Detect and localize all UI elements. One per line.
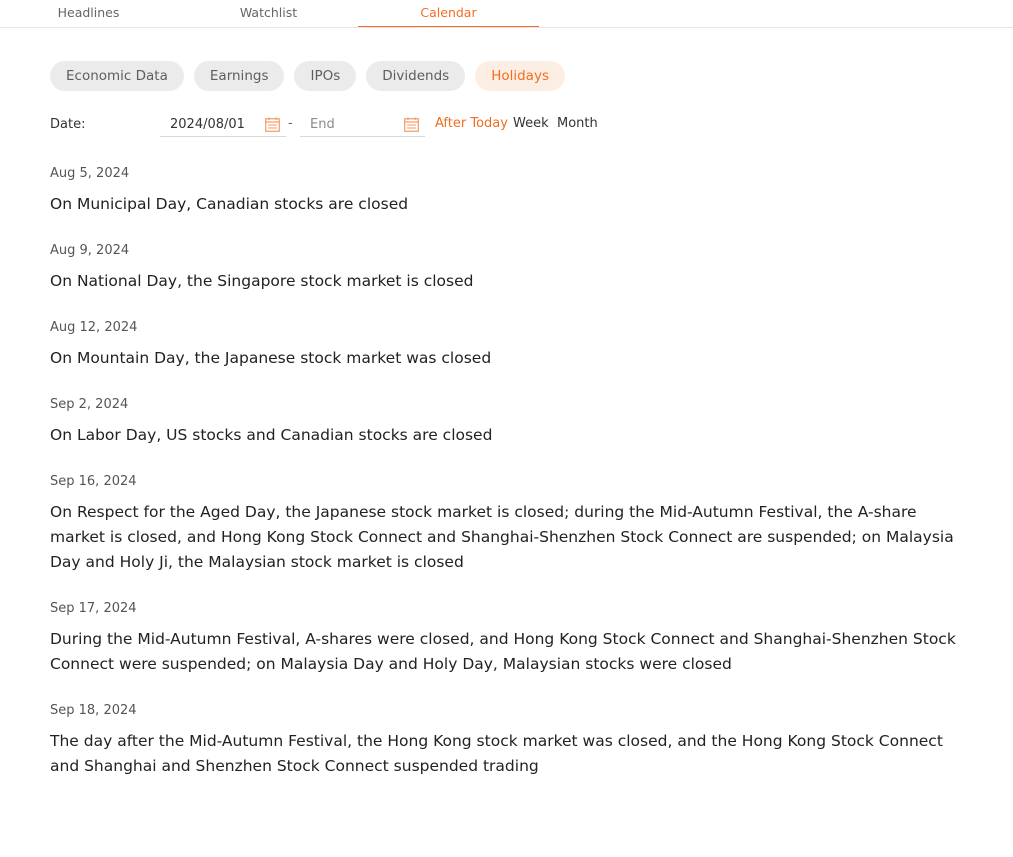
holiday-item [50,601,970,677]
holiday-date: Aug 12, 2024 [50,320,138,335]
tab-calendar[interactable]: Calendar [358,0,539,27]
holiday-description: On Mountain Day, the Japanese stock market was closed [50,349,492,367]
pill-holidays[interactable]: Holidays [475,61,565,91]
holiday-description: On National Day, the Singapore stock market is closed [50,272,474,290]
calendar-category-pills [50,61,565,91]
end-date-input[interactable] [310,114,398,134]
pill-ipos[interactable]: IPOs [294,61,356,91]
holiday-description: During the Mid-Autumn Festival, A-shares were closed, and Hong Kong Stock Connect and Shanghai-Shenzhen Stock Connect were suspended; on Malaysia Day and Holy Day, Malaysian stocks were closed [50,630,956,673]
holiday-date: Sep 2, 2024 [50,397,129,412]
holiday-description: On Municipal Day, Canadian stocks are closed [50,195,409,213]
top-tabs [0,0,1013,28]
range-after-today[interactable]: After Today [435,116,508,131]
pill-economic-data[interactable]: Economic Data [50,61,184,91]
tab-watchlist[interactable]: Watchlist [239,5,298,20]
holiday-list [50,166,970,805]
holiday-date: Aug 5, 2024 [50,166,130,181]
tab-headlines[interactable]: Headlines [57,5,120,20]
range-week[interactable]: Week [513,116,549,131]
holiday-item [50,243,970,294]
date-label: Date: [50,117,86,132]
pill-dividends[interactable]: Dividends [366,61,465,91]
date-range-separator: - [288,116,293,131]
holiday-date: Aug 9, 2024 [50,243,130,258]
start-date-field[interactable] [160,112,286,137]
calendar-icon[interactable] [404,117,419,132]
calendar-icon[interactable] [265,117,280,132]
holiday-description: On Respect for the Aged Day, the Japanese stock market is closed; during the Mid-Autumn Festival, the A-share market is closed, and Hong Kong Stock Connect and Shanghai-Shenzhen Stock Connect are suspended; on Malaysia Day and Holy Ji, the Malaysian stock market is closed [50,503,954,571]
pill-earnings[interactable]: Earnings [194,61,285,91]
holiday-item [50,703,970,779]
holiday-item [50,397,970,448]
holiday-item [50,320,970,371]
holiday-description: The day after the Mid-Autumn Festival, the Hong Kong stock market was closed, and the Hong Kong Stock Connect and Shanghai and Shenzhen Stock Connect suspended trading [50,732,943,775]
holiday-description: On Labor Day, US stocks and Canadian stocks are closed [50,426,493,444]
range-month[interactable]: Month [557,116,598,131]
holiday-item [50,474,970,575]
holiday-date: Sep 18, 2024 [50,703,137,718]
holiday-date: Sep 17, 2024 [50,601,137,616]
holiday-item [50,166,970,217]
start-date-input[interactable] [170,114,258,134]
end-date-field[interactable] [300,112,425,137]
date-filter-row [50,112,650,138]
holiday-date: Sep 16, 2024 [50,474,137,489]
